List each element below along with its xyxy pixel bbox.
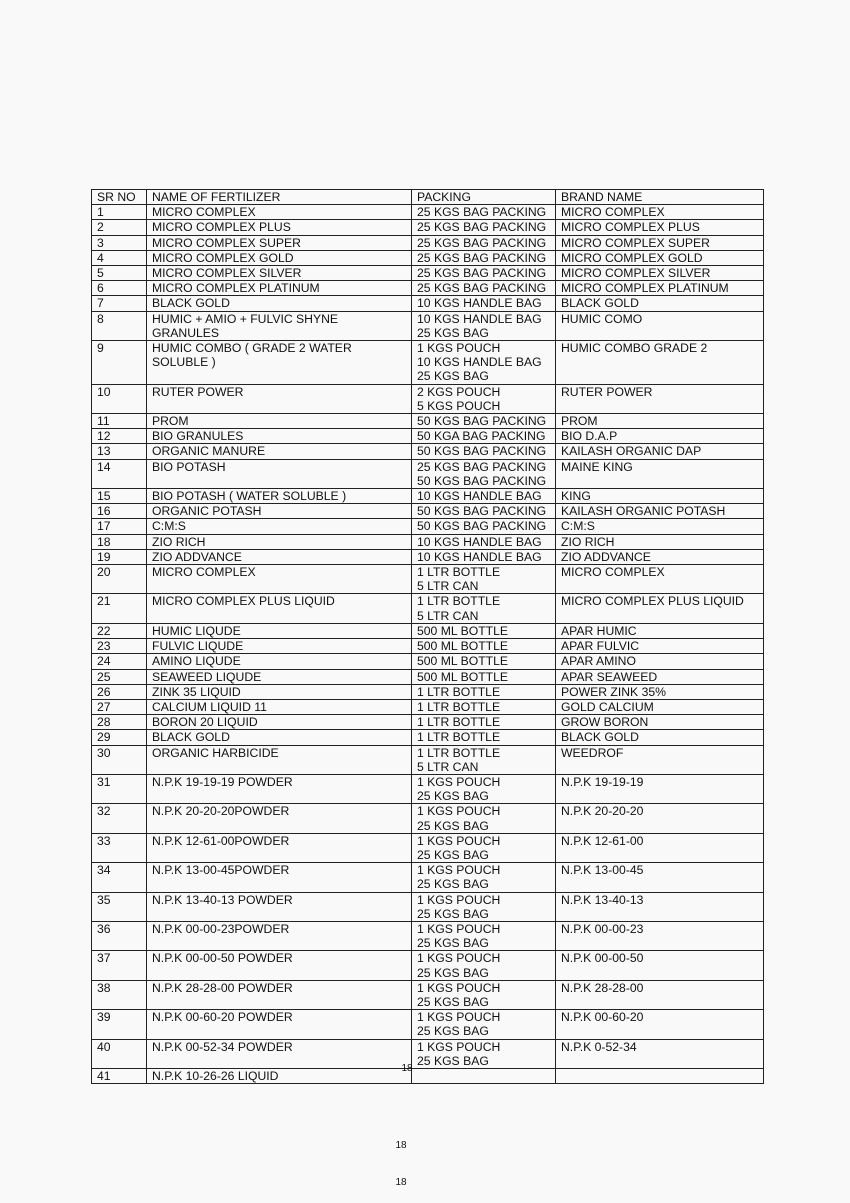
cell-packing	[412, 1039, 556, 1068]
packing-line: 1 KGS POUCH	[417, 921, 501, 936]
cell-fertilizer-name: MICRO COMPLEX	[147, 565, 412, 594]
cell-brand-name: RUTER POWER	[556, 384, 764, 413]
cell-fertilizer-name: CALCIUM LIQUID 11	[147, 699, 412, 714]
cell-brand-name: HUMIC COMO	[556, 311, 764, 340]
cell-fertilizer-name: FULVIC LIQUDE	[147, 639, 412, 654]
table-row	[92, 1068, 764, 1083]
cell-packing	[412, 951, 556, 980]
packing-line: 25 KGS BAG PACKING	[417, 266, 547, 281]
cell-sr-no: 18	[92, 534, 147, 549]
cell-packing	[412, 715, 556, 730]
table-row	[92, 654, 764, 669]
cell-brand-name: WEEDROF	[556, 745, 764, 774]
page-number: 18	[395, 1140, 407, 1151]
table-row	[92, 534, 764, 549]
cell-packing	[412, 594, 556, 623]
packing-line: 500 ML BOTTLE	[417, 623, 508, 638]
cell-packing	[412, 519, 556, 534]
cell-packing	[412, 429, 556, 444]
cell-sr-no: 2	[92, 220, 147, 235]
packing-line: 1 KGS POUCH	[417, 1039, 501, 1054]
cell-fertilizer-name: N.P.K 12-61-00POWDER	[147, 833, 412, 862]
cell-sr-no: 3	[92, 235, 147, 250]
packing-line: 25 KGS BAG PACKING	[417, 250, 547, 265]
cell-packing	[412, 699, 556, 714]
cell-brand-name: HUMIC COMBO GRADE 2	[556, 341, 764, 385]
cell-sr-no: 8	[92, 311, 147, 340]
table-row	[92, 715, 764, 730]
cell-brand-name: N.P.K 00-00-23	[556, 921, 764, 950]
cell-sr-no: 19	[92, 549, 147, 564]
packing-line: 500 ML BOTTLE	[417, 654, 508, 669]
cell-fertilizer-name: RUTER POWER	[147, 384, 412, 413]
packing-line: 500 ML BOTTLE	[417, 669, 508, 684]
cell-fertilizer-name: SEAWEED LIQUDE	[147, 669, 412, 684]
cell-sr-no: 5	[92, 266, 147, 281]
packing-line: 10 KGS HANDLE BAG	[417, 534, 542, 549]
packing-line: 10 KGS HANDLE BAG	[417, 549, 542, 564]
packing-line: 500 ML BOTTLE	[417, 639, 508, 654]
cell-brand-name: N.P.K 13-00-45	[556, 863, 764, 892]
cell-sr-no: 16	[92, 504, 147, 519]
cell-brand-name: MICRO COMPLEX SUPER	[556, 235, 764, 250]
cell-fertilizer-name: MICRO COMPLEX PLUS LIQUID	[147, 594, 412, 623]
cell-brand-name: KAILASH ORGANIC DAP	[556, 444, 764, 459]
cell-brand-name: N.P.K 00-60-20	[556, 1010, 764, 1039]
cell-fertilizer-name: N.P.K 20-20-20POWDER	[147, 804, 412, 833]
cell-sr-no: 35	[92, 892, 147, 921]
cell-fertilizer-name: N.P.K 28-28-00 POWDER	[147, 980, 412, 1009]
cell-fertilizer-name: HUMIC LIQUDE	[147, 623, 412, 638]
cell-fertilizer-name: N.P.K 10-26-26 LIQUID	[147, 1068, 412, 1083]
cell-sr-no: 15	[92, 489, 147, 504]
cell-fertilizer-name: MICRO COMPLEX PLUS	[147, 220, 412, 235]
cell-fertilizer-name: BLACK GOLD	[147, 730, 412, 745]
cell-packing	[412, 504, 556, 519]
table-row	[92, 892, 764, 921]
cell-brand-name: N.P.K 13-40-13	[556, 892, 764, 921]
cell-fertilizer-name: C:M:S	[147, 519, 412, 534]
cell-brand-name: MICRO COMPLEX GOLD	[556, 250, 764, 265]
packing-line: 50 KGS BAG PACKING	[417, 444, 547, 459]
cell-fertilizer-name: MICRO COMPLEX SILVER	[147, 266, 412, 281]
packing-line: 1 LTR BOTTLE	[417, 730, 501, 745]
table-row	[92, 699, 764, 714]
packing-line: 50 KGS BAG PACKING	[417, 473, 547, 488]
cell-packing	[412, 459, 556, 488]
cell-sr-no: 21	[92, 594, 147, 623]
cell-brand-name: APAR HUMIC	[556, 623, 764, 638]
cell-fertilizer-name: ZIO ADDVANCE	[147, 549, 412, 564]
table-body	[92, 205, 764, 1084]
cell-packing	[412, 639, 556, 654]
packing-line: 5 KGS POUCH	[417, 398, 501, 413]
header-fertilizer-name: NAME OF FERTILIZER	[147, 190, 412, 205]
cell-packing	[412, 921, 556, 950]
packing-line: 10 KGS HANDLE BAG	[417, 296, 542, 311]
cell-sr-no: 33	[92, 833, 147, 862]
cell-fertilizer-name: N.P.K 13-00-45POWDER	[147, 863, 412, 892]
cell-brand-name: BLACK GOLD	[556, 296, 764, 311]
packing-line: 1 KGS POUCH	[417, 892, 501, 907]
packing-line: 1 LTR BOTTLE	[417, 565, 501, 580]
packing-line: 1 KGS POUCH	[417, 341, 501, 356]
cell-fertilizer-name: ZIO RICH	[147, 534, 412, 549]
table-row	[92, 414, 764, 429]
table-row	[92, 565, 764, 594]
cell-sr-no: 7	[92, 296, 147, 311]
cell-packing	[412, 669, 556, 684]
cell-packing	[412, 892, 556, 921]
cell-brand-name: APAR FULVIC	[556, 639, 764, 654]
cell-sr-no: 38	[92, 980, 147, 1009]
packing-line: 1 LTR BOTTLE	[417, 684, 501, 699]
cell-sr-no: 36	[92, 921, 147, 950]
header-sr-no: SR NO	[92, 190, 147, 205]
packing-line: 1 KGS POUCH	[417, 804, 501, 819]
packing-line: 25 KGS BAG PACKING	[417, 205, 547, 220]
cell-fertilizer-name: ORGANIC POTASH	[147, 504, 412, 519]
table-header-row	[92, 190, 764, 205]
cell-sr-no: 40	[92, 1039, 147, 1068]
cell-sr-no: 41	[92, 1068, 147, 1083]
packing-line: 50 KGS BAG PACKING	[417, 504, 547, 519]
packing-line: 25 KGS BAG	[417, 1024, 489, 1039]
cell-packing	[412, 220, 556, 235]
cell-sr-no: 20	[92, 565, 147, 594]
cell-sr-no: 25	[92, 669, 147, 684]
packing-line: 10 KGS HANDLE BAG	[417, 311, 542, 326]
fertilizer-table	[91, 189, 764, 1084]
cell-packing	[412, 489, 556, 504]
cell-fertilizer-name: MICRO COMPLEX	[147, 205, 412, 220]
table-row	[92, 235, 764, 250]
cell-brand-name: N.P.K 20-20-20	[556, 804, 764, 833]
packing-line: 1 KGS POUCH	[417, 1010, 501, 1025]
packing-line: 25 KGS BAG	[417, 936, 489, 951]
table-row	[92, 623, 764, 638]
table-row	[92, 549, 764, 564]
table-row	[92, 220, 764, 235]
packing-line: 1 LTR BOTTLE	[417, 715, 501, 730]
packing-line: 1 KGS POUCH	[417, 774, 501, 789]
packing-line: 25 KGS BAG	[417, 877, 489, 892]
table-row	[92, 266, 764, 281]
cell-brand-name: MICRO COMPLEX	[556, 565, 764, 594]
cell-brand-name	[556, 1068, 764, 1083]
packing-line: 2 KGS POUCH	[417, 384, 501, 399]
table-row	[92, 1039, 764, 1068]
cell-fertilizer-name: BIO POTASH ( WATER SOLUBLE )	[147, 489, 412, 504]
cell-packing	[412, 774, 556, 803]
cell-packing	[412, 654, 556, 669]
table-row	[92, 250, 764, 265]
table-row	[92, 774, 764, 803]
cell-sr-no: 31	[92, 774, 147, 803]
packing-line: 25 KGS BAG	[417, 325, 489, 340]
cell-packing	[412, 804, 556, 833]
cell-packing	[412, 266, 556, 281]
cell-fertilizer-name: ORGANIC HARBICIDE	[147, 745, 412, 774]
cell-sr-no: 9	[92, 341, 147, 385]
packing-line: 1 LTR BOTTLE	[417, 745, 501, 760]
cell-brand-name: MICRO COMPLEX PLUS LIQUID	[556, 594, 764, 623]
cell-fertilizer-name: ORGANIC MANURE	[147, 444, 412, 459]
cell-sr-no: 10	[92, 384, 147, 413]
packing-line: 50 KGS BAG PACKING	[417, 519, 547, 534]
cell-fertilizer-name: AMINO LIQUDE	[147, 654, 412, 669]
cell-brand-name: BIO D.A.P	[556, 429, 764, 444]
table-row	[92, 296, 764, 311]
cell-brand-name: N.P.K 28-28-00	[556, 980, 764, 1009]
cell-sr-no: 32	[92, 804, 147, 833]
cell-fertilizer-name: ZINK 35 LIQUID	[147, 684, 412, 699]
table-row	[92, 804, 764, 833]
cell-packing	[412, 311, 556, 340]
cell-brand-name: ZIO RICH	[556, 534, 764, 549]
cell-brand-name: PROM	[556, 414, 764, 429]
cell-sr-no: 24	[92, 654, 147, 669]
cell-brand-name: N.P.K 12-61-00	[556, 833, 764, 862]
cell-fertilizer-name: HUMIC + AMIO + FULVIC SHYNE GRANULES	[147, 311, 412, 340]
table-row	[92, 833, 764, 862]
cell-sr-no: 28	[92, 715, 147, 730]
cell-packing	[412, 534, 556, 549]
cell-fertilizer-name: N.P.K 00-60-20 POWDER	[147, 1010, 412, 1039]
packing-line: 25 KGS BAG	[417, 994, 489, 1009]
cell-packing	[412, 565, 556, 594]
packing-line: 1 KGS POUCH	[417, 833, 501, 848]
table-row	[92, 459, 764, 488]
cell-brand-name: ZIO ADDVANCE	[556, 549, 764, 564]
packing-line: 50 KGA BAG PACKING	[417, 429, 546, 444]
cell-packing	[412, 296, 556, 311]
cell-fertilizer-name: MICRO COMPLEX PLATINUM	[147, 281, 412, 296]
cell-brand-name: MICRO COMPLEX SILVER	[556, 266, 764, 281]
cell-fertilizer-name: PROM	[147, 414, 412, 429]
cell-sr-no: 6	[92, 281, 147, 296]
packing-line: 25 KGS BAG PACKING	[417, 281, 547, 296]
cell-fertilizer-name: MICRO COMPLEX SUPER	[147, 235, 412, 250]
table-row	[92, 489, 764, 504]
packing-line: 25 KGS BAG	[417, 1053, 489, 1068]
cell-brand-name: APAR AMINO	[556, 654, 764, 669]
cell-sr-no: 1	[92, 205, 147, 220]
cell-packing	[412, 745, 556, 774]
cell-sr-no: 13	[92, 444, 147, 459]
cell-fertilizer-name: N.P.K 00-52-34 POWDER	[147, 1039, 412, 1068]
table-row	[92, 205, 764, 220]
table-row	[92, 519, 764, 534]
cell-packing	[412, 384, 556, 413]
header-brand-name: BRAND NAME	[556, 190, 764, 205]
cell-sr-no: 30	[92, 745, 147, 774]
packing-line: 1 LTR BOTTLE	[417, 594, 501, 609]
cell-packing	[412, 833, 556, 862]
cell-brand-name: N.P.K 00-00-50	[556, 951, 764, 980]
cell-fertilizer-name: N.P.K 19-19-19 POWDER	[147, 774, 412, 803]
cell-brand-name: APAR SEAWEED	[556, 669, 764, 684]
packing-line: 25 KGS BAG	[417, 965, 489, 980]
cell-sr-no: 26	[92, 684, 147, 699]
table-row	[92, 1010, 764, 1039]
cell-fertilizer-name: MICRO COMPLEX GOLD	[147, 250, 412, 265]
table-row	[92, 669, 764, 684]
cell-fertilizer-name: N.P.K 00-00-50 POWDER	[147, 951, 412, 980]
cell-fertilizer-name: BIO GRANULES	[147, 429, 412, 444]
packing-line: 1 KGS POUCH	[417, 980, 501, 995]
cell-brand-name: GOLD CALCIUM	[556, 699, 764, 714]
cell-brand-name: C:M:S	[556, 519, 764, 534]
packing-line: 25 KGS BAG	[417, 847, 489, 862]
table-row	[92, 730, 764, 745]
packing-line: 5 LTR CAN	[417, 759, 479, 774]
cell-packing	[412, 444, 556, 459]
cell-sr-no: 22	[92, 623, 147, 638]
packing-line: 10 KGS HANDLE BAG	[417, 489, 542, 504]
cell-fertilizer-name: HUMIC COMBO ( GRADE 2 WATER SOLUBLE )	[147, 341, 412, 385]
packing-line: 25 KGS BAG PACKING	[417, 235, 547, 250]
page-number: 18	[401, 1063, 413, 1074]
packing-line: 1 LTR BOTTLE	[417, 699, 501, 714]
cell-packing	[412, 1068, 556, 1083]
packing-line: 10 KGS HANDLE BAG	[417, 355, 542, 370]
table-row	[92, 684, 764, 699]
table-row	[92, 281, 764, 296]
cell-sr-no: 29	[92, 730, 147, 745]
table-row	[92, 951, 764, 980]
cell-packing	[412, 980, 556, 1009]
cell-fertilizer-name: N.P.K 13-40-13 POWDER	[147, 892, 412, 921]
cell-packing	[412, 281, 556, 296]
table-row	[92, 745, 764, 774]
table-row	[92, 341, 764, 385]
cell-brand-name: KING	[556, 489, 764, 504]
cell-sr-no: 17	[92, 519, 147, 534]
packing-line: 25 KGS BAG PACKING	[417, 459, 547, 474]
cell-brand-name: POWER ZINK 35%	[556, 684, 764, 699]
table-row	[92, 594, 764, 623]
cell-brand-name: MICRO COMPLEX	[556, 205, 764, 220]
table-row	[92, 980, 764, 1009]
packing-line: 5 LTR CAN	[417, 608, 479, 623]
cell-brand-name: GROW BORON	[556, 715, 764, 730]
cell-packing	[412, 341, 556, 385]
cell-brand-name: BLACK GOLD	[556, 730, 764, 745]
cell-packing	[412, 549, 556, 564]
cell-sr-no: 39	[92, 1010, 147, 1039]
cell-packing	[412, 863, 556, 892]
table-row	[92, 384, 764, 413]
table-row	[92, 639, 764, 654]
cell-brand-name: MICRO COMPLEX PLUS	[556, 220, 764, 235]
cell-packing	[412, 235, 556, 250]
table-row	[92, 921, 764, 950]
cell-sr-no: 23	[92, 639, 147, 654]
table-row	[92, 863, 764, 892]
packing-line: 50 KGS BAG PACKING	[417, 414, 547, 429]
cell-packing	[412, 730, 556, 745]
cell-fertilizer-name: BORON 20 LIQUID	[147, 715, 412, 730]
cell-sr-no: 4	[92, 250, 147, 265]
cell-packing	[412, 684, 556, 699]
cell-sr-no: 12	[92, 429, 147, 444]
table-row	[92, 444, 764, 459]
table-row	[92, 311, 764, 340]
cell-fertilizer-name: BIO POTASH	[147, 459, 412, 488]
page-number: 18	[395, 1177, 407, 1188]
header-packing: PACKING	[412, 190, 556, 205]
packing-line: 25 KGS BAG	[417, 906, 489, 921]
packing-line: 25 KGS BAG PACKING	[417, 220, 547, 235]
cell-fertilizer-name: N.P.K 00-00-23POWDER	[147, 921, 412, 950]
cell-packing	[412, 250, 556, 265]
cell-packing	[412, 623, 556, 638]
packing-line: 25 KGS BAG	[417, 818, 489, 833]
cell-brand-name: MAINE KING	[556, 459, 764, 488]
table-row	[92, 429, 764, 444]
cell-sr-no: 14	[92, 459, 147, 488]
cell-sr-no: 37	[92, 951, 147, 980]
packing-line: 1 KGS POUCH	[417, 951, 501, 966]
cell-brand-name: N.P.K 19-19-19	[556, 774, 764, 803]
cell-brand-name: KAILASH ORGANIC POTASH	[556, 504, 764, 519]
cell-brand-name: MICRO COMPLEX PLATINUM	[556, 281, 764, 296]
cell-sr-no: 27	[92, 699, 147, 714]
cell-packing	[412, 414, 556, 429]
cell-sr-no: 34	[92, 863, 147, 892]
packing-line: 25 KGS BAG	[417, 789, 489, 804]
cell-fertilizer-name: BLACK GOLD	[147, 296, 412, 311]
cell-sr-no: 11	[92, 414, 147, 429]
packing-line: 5 LTR CAN	[417, 579, 479, 594]
packing-line: 25 KGS BAG	[417, 369, 489, 384]
cell-packing	[412, 1010, 556, 1039]
table-row	[92, 504, 764, 519]
cell-brand-name: N.P.K 0-52-34	[556, 1039, 764, 1068]
cell-packing	[412, 205, 556, 220]
packing-line: 1 KGS POUCH	[417, 863, 501, 878]
